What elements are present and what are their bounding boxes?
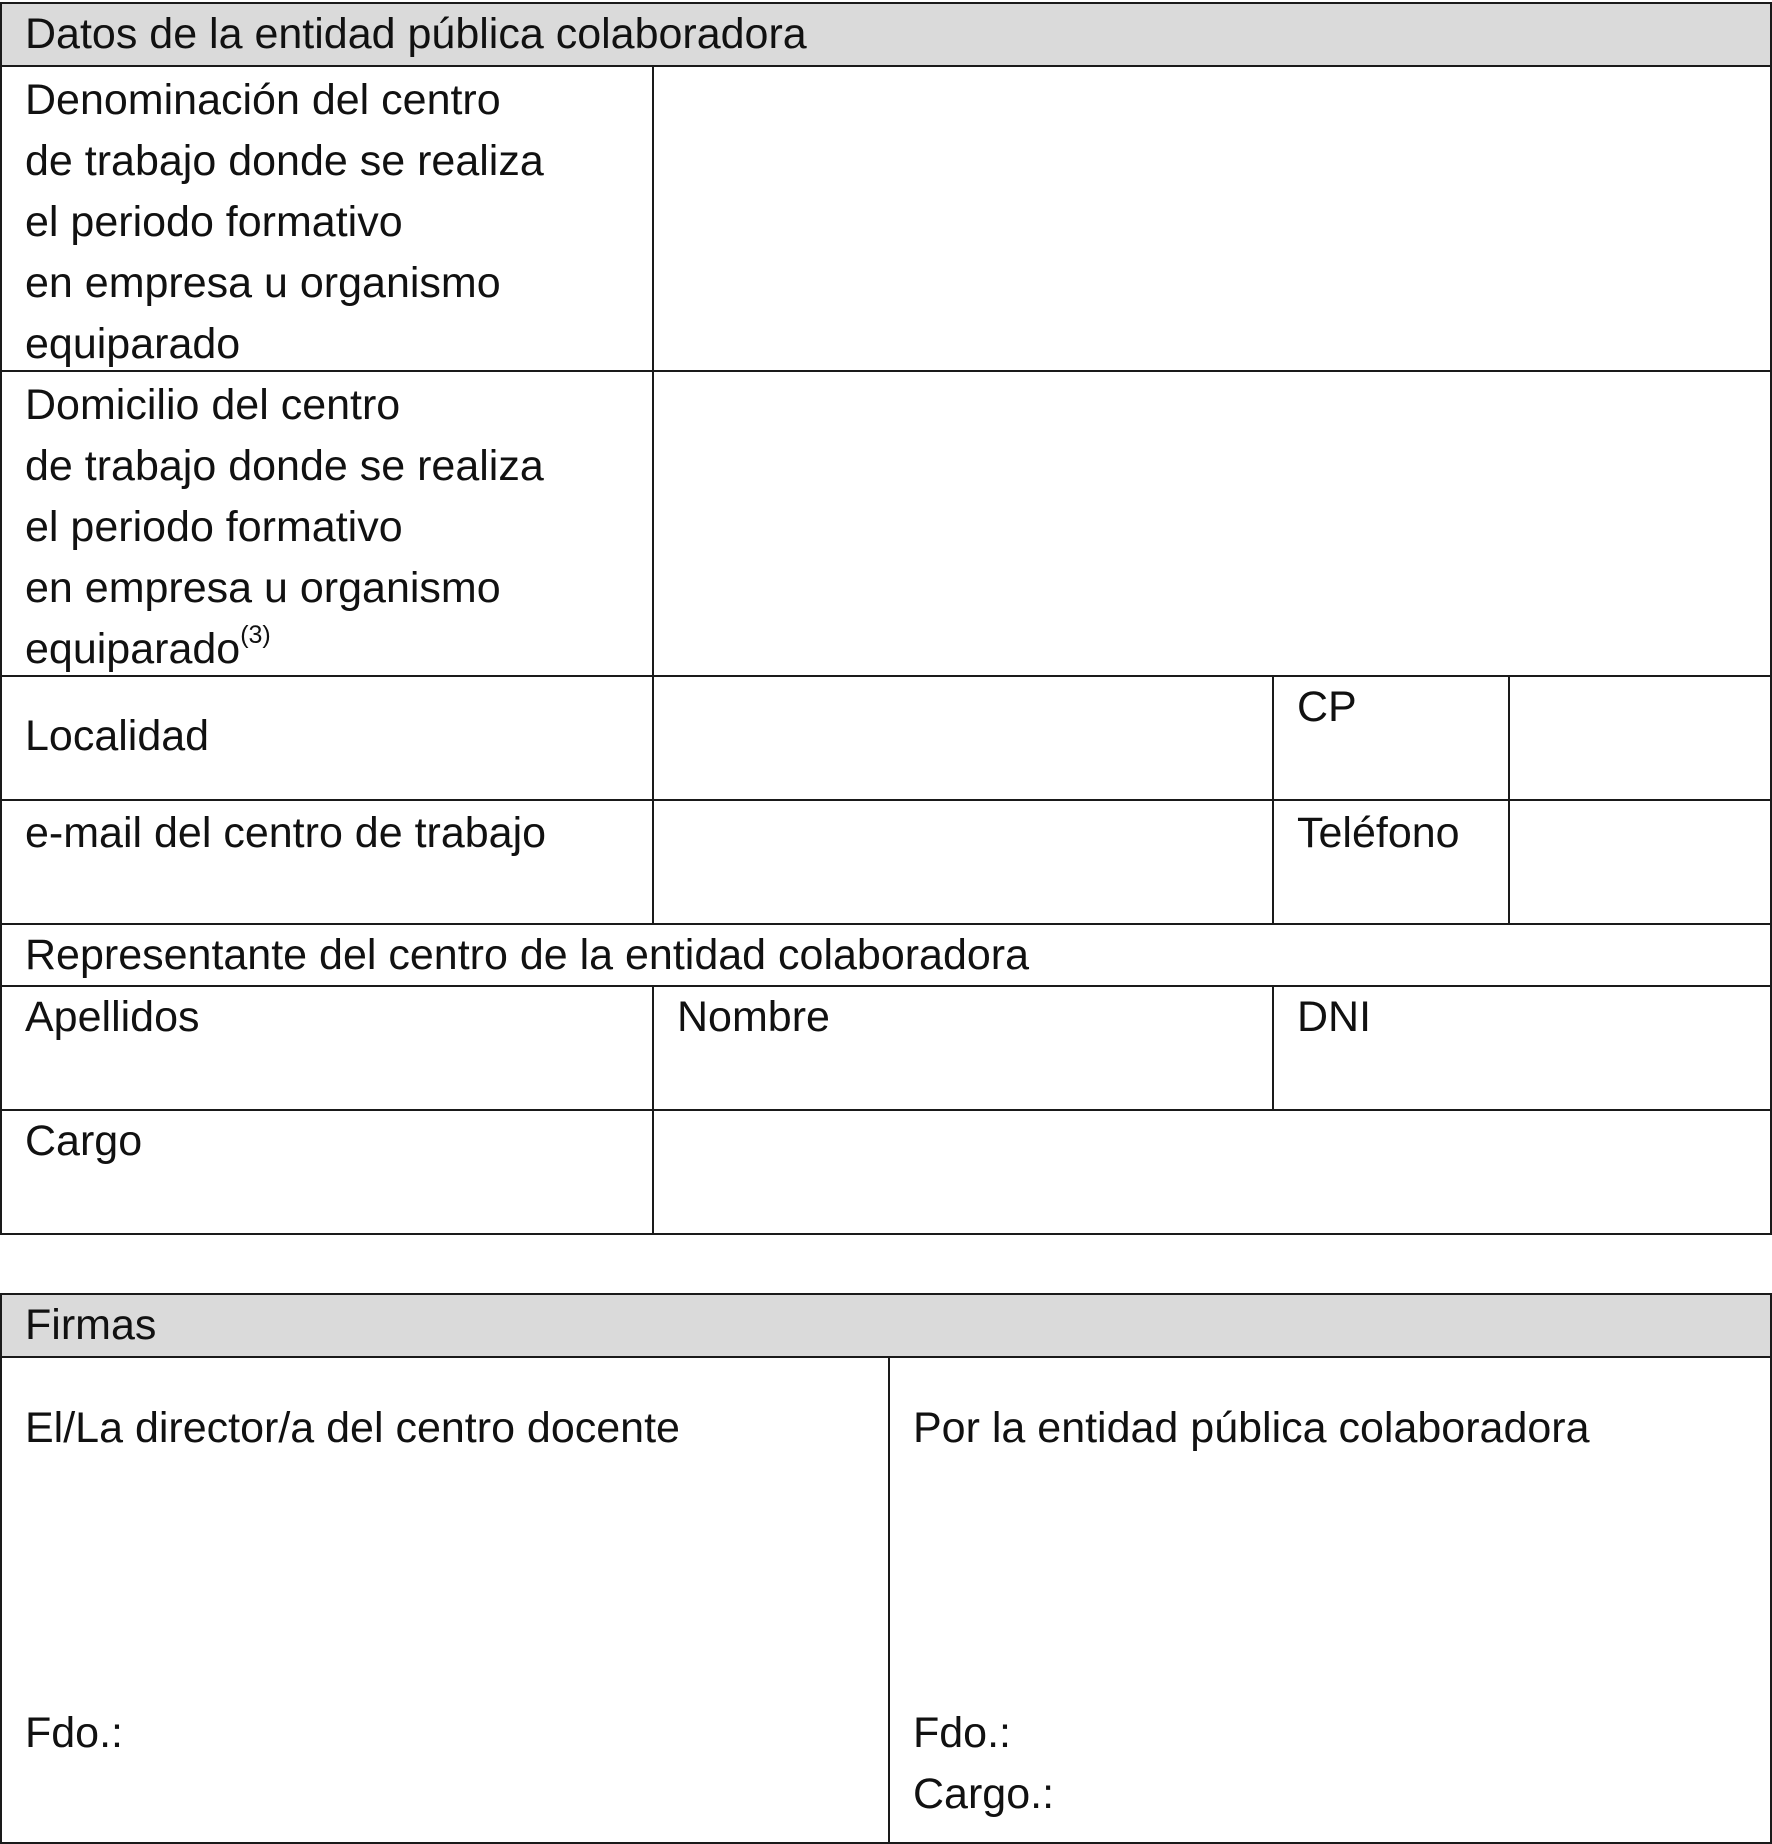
domicilio-value-cell[interactable] <box>652 372 1770 675</box>
localidad-label: Localidad <box>25 712 210 760</box>
signature-director-cell[interactable] <box>2 1358 888 1842</box>
row-email <box>2 801 1770 925</box>
telefono-label: Teléfono <box>1297 809 1460 857</box>
signature-entity-cell[interactable] <box>888 1358 1770 1842</box>
email-label: e-mail del centro de trabajo <box>25 809 547 857</box>
entity-fdo-label: Fdo.: <box>913 1709 1011 1757</box>
row-representante-title <box>2 925 1770 987</box>
row-representante-names <box>2 987 1770 1111</box>
domicilio-label-last: equiparado <box>25 625 241 673</box>
denominacion-label-line: en empresa u organismo <box>25 259 501 307</box>
entity-cargo-label: Cargo.: <box>913 1770 1055 1818</box>
representante-title-cell <box>2 925 1770 985</box>
row-localidad <box>2 677 1770 801</box>
apellidos-label: Apellidos <box>25 993 200 1041</box>
domicilio-label-line: el periodo formativo <box>25 503 403 551</box>
row-cargo <box>2 1111 1770 1235</box>
telefono-value-cell[interactable] <box>1508 801 1770 923</box>
email-label-cell <box>2 801 652 923</box>
row-signatures <box>2 1358 1770 1844</box>
domicilio-label-line: Domicilio del centro <box>25 381 401 429</box>
cp-label-cell <box>1272 677 1508 799</box>
cargo-label-cell <box>2 1111 652 1233</box>
director-heading: El/La director/a del centro docente <box>25 1404 680 1452</box>
representante-title: Representante del centro de la entidad colaboradora <box>25 931 1030 979</box>
entity-heading: Por la entidad pública colaboradora <box>913 1404 1590 1452</box>
dni-cell[interactable] <box>1272 987 1770 1109</box>
cp-value-cell[interactable] <box>1508 677 1770 799</box>
row-denominacion <box>2 67 1770 372</box>
domicilio-label-line: en empresa u organismo <box>25 564 501 612</box>
section-header-firmas <box>2 1295 1770 1358</box>
section-title: Firmas <box>25 1301 157 1349</box>
denominacion-label-line: de trabajo donde se realiza <box>25 137 544 185</box>
section-header-entity <box>2 4 1770 67</box>
cargo-value-cell[interactable] <box>652 1111 1770 1233</box>
domicilio-label-line <box>25 619 652 680</box>
denominacion-label-line: Denominación del centro <box>25 76 501 124</box>
denominacion-label-line: el periodo formativo <box>25 198 403 246</box>
nombre-cell[interactable] <box>652 987 1272 1109</box>
footnote-reference: (3) <box>240 621 271 649</box>
denominacion-value-cell[interactable] <box>652 67 1770 370</box>
director-fdo-label: Fdo.: <box>25 1709 123 1757</box>
email-value-cell[interactable] <box>652 801 1272 923</box>
denominacion-label-cell <box>2 67 652 370</box>
cp-label: CP <box>1297 683 1357 731</box>
domicilio-label-line: de trabajo donde se realiza <box>25 442 544 490</box>
section-title: Datos de la entidad pública colaboradora <box>25 10 807 58</box>
localidad-value-cell[interactable] <box>652 677 1272 799</box>
dni-label: DNI <box>1297 993 1372 1041</box>
entity-data-table <box>0 2 1772 1235</box>
signatures-table <box>0 1293 1772 1844</box>
row-domicilio <box>2 372 1770 677</box>
localidad-label-cell <box>2 677 652 799</box>
domicilio-label-cell <box>2 372 652 675</box>
telefono-label-cell <box>1272 801 1508 923</box>
denominacion-label-line: equiparado <box>25 320 241 368</box>
apellidos-cell[interactable] <box>2 987 652 1109</box>
cargo-label: Cargo <box>25 1117 143 1165</box>
nombre-label: Nombre <box>677 993 830 1041</box>
